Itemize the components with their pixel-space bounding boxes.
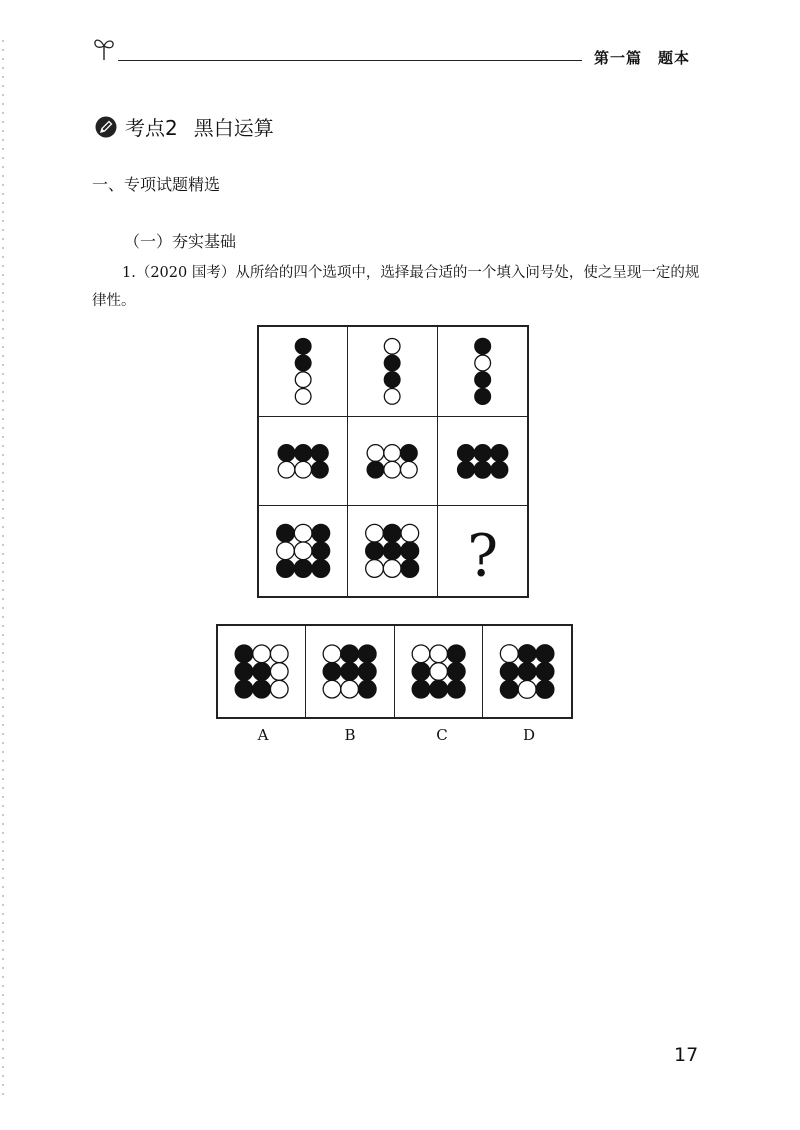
header-title [594,47,690,68]
black-circle [323,663,341,681]
scan-edge-marks [2,40,4,1100]
black-circle [295,338,311,354]
white-circle [384,444,401,461]
option-d[interactable] [483,626,571,717]
white-circle [500,645,518,663]
black-circle [474,372,490,388]
option-figure [483,626,571,717]
black-circle [384,542,402,560]
black-circle [312,444,329,461]
cell-figure [259,417,347,506]
cell-figure [348,506,436,596]
question-mark: ? [466,522,498,590]
black-circle [366,542,384,560]
white-circle [518,680,536,698]
puzzle-cell [438,327,527,417]
black-circle [312,560,330,578]
black-circle [253,663,271,681]
cell-figure [348,327,436,416]
option-label-d: D [522,726,536,744]
white-circle [253,645,271,663]
black-circle [491,461,508,478]
white-circle [341,680,359,698]
black-circle [412,680,430,698]
black-circle [536,645,554,663]
black-circle [312,542,330,560]
black-circle [235,663,253,681]
option-label-b: B [344,726,356,744]
black-circle [294,560,312,578]
option-b[interactable] [306,626,394,717]
black-circle [518,663,536,681]
page-number: 17 [674,1044,699,1066]
white-circle [270,663,288,681]
black-circle [474,461,491,478]
question-text: 1.（2020 国考）从所给的四个选项中，选择最合适的一个填入问号处，使之呈现一定的规律性。 [92,265,700,309]
black-circle [447,680,465,698]
black-circle [277,525,295,543]
white-circle [401,461,418,478]
puzzle-cell [259,327,348,417]
option-label-c: C [436,726,448,744]
black-circle [536,680,554,698]
white-circle [323,645,341,663]
white-circle [385,338,401,354]
black-circle [447,663,465,681]
white-circle [366,560,384,578]
puzzle-cell [438,506,527,596]
sub-subheading: （一）夯实基础 [124,232,237,251]
white-circle [278,461,295,478]
black-circle [401,560,419,578]
option-label-a: A [257,726,269,744]
header-title-part: 题本 [658,49,691,67]
black-circle [367,461,384,478]
black-circle [474,338,490,354]
cell-figure [259,327,347,416]
black-circle [359,645,377,663]
puzzle-cell [348,417,437,507]
white-circle [295,372,311,388]
sprout-icon [92,35,116,61]
white-circle [295,389,311,405]
black-circle [457,461,474,478]
puzzle-cell [348,506,437,596]
section-name: 黑白运算 [193,116,274,140]
black-circle [359,663,377,681]
white-circle [474,355,490,371]
pencil-badge-icon [95,116,117,138]
cell-figure [438,327,527,416]
white-circle [385,389,401,405]
section-title [125,112,274,141]
black-circle [359,680,377,698]
black-circle [278,444,295,461]
black-circle [429,680,447,698]
black-circle [536,663,554,681]
puzzle-cell [438,417,527,507]
option-a[interactable] [218,626,306,717]
black-circle [491,444,508,461]
white-circle [429,645,447,663]
black-circle [401,542,419,560]
cell-figure [348,417,436,506]
white-circle [401,525,419,543]
black-circle [500,663,518,681]
header-title-part: 第一篇 [594,49,643,67]
white-circle [270,680,288,698]
black-circle [474,444,491,461]
option-c[interactable] [395,626,483,717]
black-circle [295,355,311,371]
black-circle [235,680,253,698]
black-circle [518,645,536,663]
black-circle [401,444,418,461]
white-circle [295,461,312,478]
cell-figure [438,506,527,596]
black-circle [295,444,312,461]
white-circle [277,542,295,560]
black-circle [277,560,295,578]
black-circle [341,645,359,663]
white-circle [294,525,312,543]
puzzle-cell [348,327,437,417]
black-circle [500,680,518,698]
black-circle [312,525,330,543]
header-rule [118,60,582,61]
cell-figure [259,506,347,596]
cell-figure [438,417,527,506]
white-circle [429,663,447,681]
puzzle-cell [259,506,348,596]
white-circle [323,680,341,698]
white-circle [384,461,401,478]
white-circle [412,645,430,663]
puzzle-cell [259,417,348,507]
section-heading [95,112,274,141]
black-circle [385,355,401,371]
white-circle [384,560,402,578]
option-figure [395,626,482,717]
white-circle [270,645,288,663]
black-circle [447,645,465,663]
black-circle [412,663,430,681]
option-figure [218,626,305,717]
black-circle [253,680,271,698]
black-circle [312,461,329,478]
black-circle [457,444,474,461]
puzzle-grid [257,325,529,598]
white-circle [366,525,384,543]
options-row [216,624,573,719]
section-number: 考点2 [125,116,178,140]
black-circle [235,645,253,663]
black-circle [385,372,401,388]
black-circle [341,663,359,681]
white-circle [294,542,312,560]
white-circle [367,444,384,461]
option-figure [306,626,393,717]
black-circle [474,389,490,405]
black-circle [384,525,402,543]
subheading: 一、专项试题精选 [92,175,221,194]
